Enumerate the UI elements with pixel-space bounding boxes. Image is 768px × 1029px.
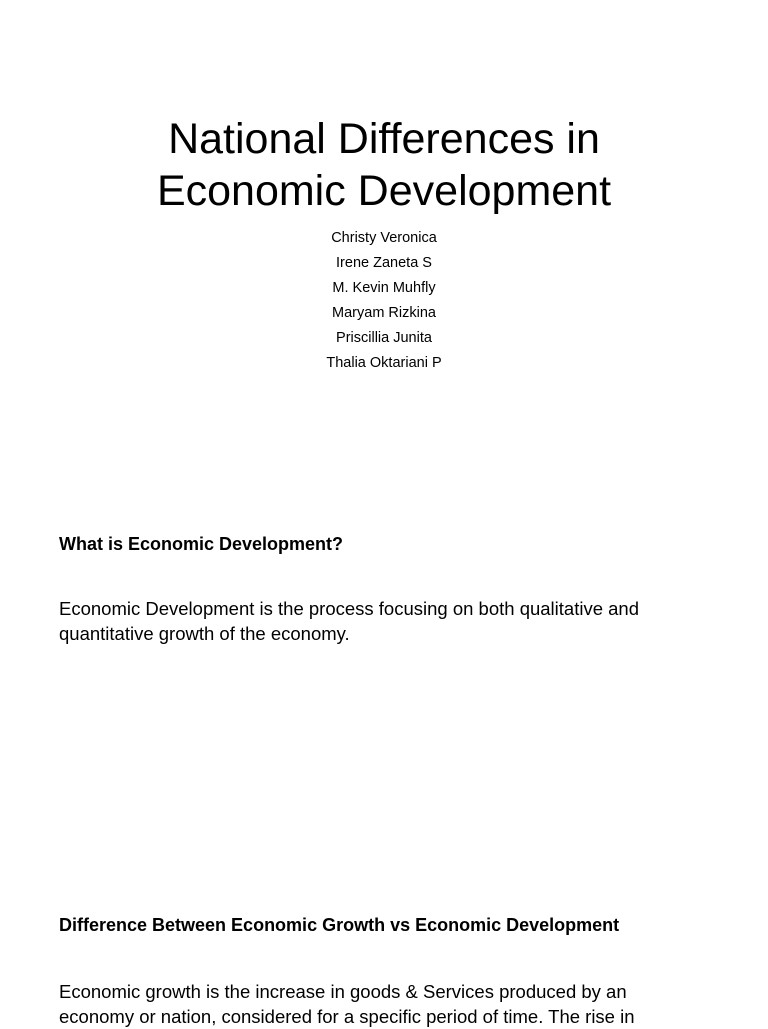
author-name: M. Kevin Muhfly: [332, 280, 436, 296]
section-body-definition: [59, 596, 719, 646]
author-name: Priscillia Junita: [336, 330, 432, 346]
title-line-2: Economic Development: [156, 167, 612, 215]
author-list: [0, 226, 768, 376]
author-name: Thalia Oktariani P: [326, 355, 442, 371]
section-heading-difference: Difference Between Economic Growth vs Economic Development: [59, 915, 620, 935]
section-heading-what-is: What is Economic Development?: [59, 534, 344, 554]
author-name: Maryam Rizkina: [332, 305, 436, 321]
body-line: Economic growth is the increase in goods & Services produced by an: [59, 981, 627, 1002]
author-name: Christy Veronica: [331, 230, 437, 246]
body-line: Economic Development is the process focusing on both qualitative and: [59, 598, 640, 619]
title-line-1: National Differences in: [168, 115, 600, 163]
body-line: quantitative growth of the economy.: [59, 623, 350, 644]
section-body-growth: [59, 979, 719, 1029]
author-name: Irene Zaneta S: [336, 255, 432, 271]
slide-title: [0, 113, 768, 217]
body-line: economy or nation, considered for a specific period of time. The rise in: [59, 1006, 635, 1027]
